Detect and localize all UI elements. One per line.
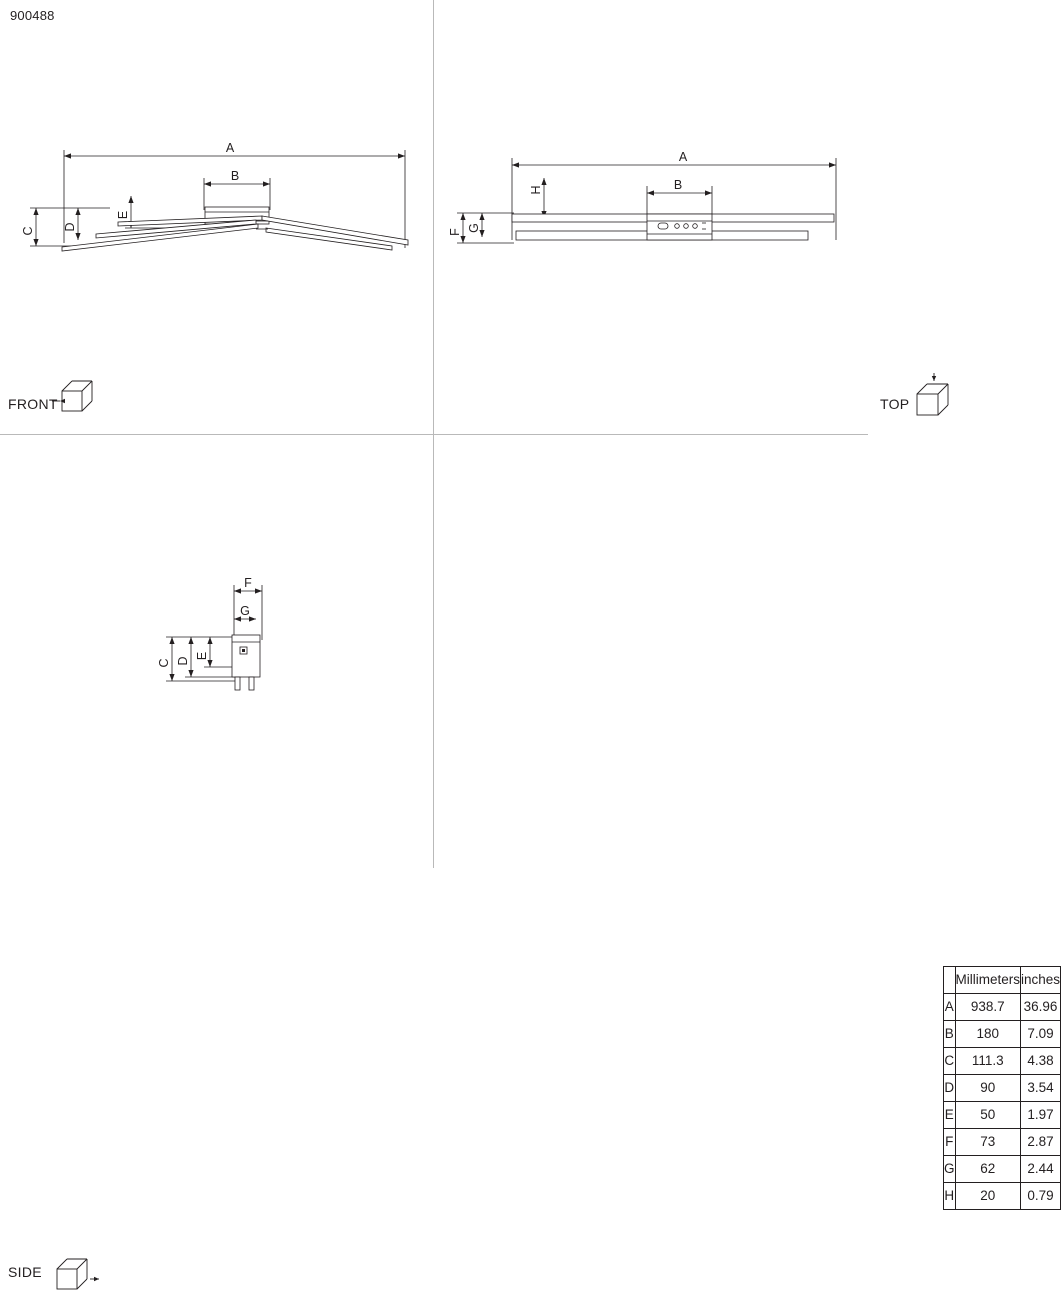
row-mm: 62 [955,1156,1021,1183]
row-mm: 90 [955,1075,1021,1102]
cube-top-icon [912,371,958,423]
front-dim-e-label: E [116,210,130,220]
row-mm: 73 [955,1129,1021,1156]
row-letter: B [944,1021,956,1048]
table-row [944,1129,1061,1156]
side-dim-f-label: F [244,576,252,590]
row-mm: 938.7 [955,994,1021,1021]
row-inches: 2.87 [1021,1129,1061,1156]
row-letter: C [944,1048,956,1075]
row-letter: F [944,1129,956,1156]
table-row [944,1102,1061,1129]
side-dim-c-label: C [157,658,171,668]
row-inches: 3.54 [1021,1075,1061,1102]
row-inches: 4.38 [1021,1048,1061,1075]
dimension-table [943,966,1061,1210]
row-mm: 20 [955,1183,1021,1210]
table-row [944,1075,1061,1102]
front-dim-d-label: D [63,222,77,232]
front-dim-a-label: A [225,141,235,155]
top-dim-a-label: A [678,150,688,164]
row-inches: 1.97 [1021,1102,1061,1129]
top-dim-h2-label: H [529,185,543,195]
top-view-quadrant [434,0,910,434]
side-dim-g-label: G [240,604,250,618]
row-letter: A [944,994,956,1021]
table-header-row [944,967,1061,994]
top-dim-g-label: G [467,223,481,233]
table-row [944,1048,1061,1075]
side-dim-d-label: D [176,656,190,666]
row-letter: G [944,1156,956,1183]
row-letter: H [944,1183,956,1210]
side-view-drawing [0,435,433,868]
front-dim-b-label: B [230,169,240,183]
row-letter: E [944,1102,956,1129]
row-inches: 0.79 [1021,1183,1061,1210]
row-mm: 180 [955,1021,1021,1048]
row-inches: 2.44 [1021,1156,1061,1183]
front-view-quadrant [0,0,433,434]
row-inches: 36.96 [1021,994,1061,1021]
side-dim-e-label: E [195,651,209,661]
row-letter: D [944,1075,956,1102]
dimension-table-quadrant [434,435,1061,1203]
cube-side-icon [52,1255,102,1297]
table-row [944,994,1061,1021]
part-number: 900488 [10,8,55,23]
row-inches: 7.09 [1021,1021,1061,1048]
table-header-blank [944,967,956,994]
top-dim-h-label: B [673,178,683,192]
table-row [944,1183,1061,1210]
side-view-label: SIDE [8,1264,42,1280]
row-mm: 111.3 [955,1048,1021,1075]
front-dim-c-label: C [21,226,35,236]
table-row [944,1021,1061,1048]
front-view-label: FRONT [8,396,58,412]
side-view-quadrant [0,435,433,1280]
front-view-drawing [0,0,433,434]
table-row [944,1156,1061,1183]
cube-front-icon [58,377,98,417]
row-mm: 50 [955,1102,1021,1129]
table-header-inches: inches [1021,967,1061,994]
top-view-drawing [434,0,868,434]
top-dim-f-label: F [448,228,462,236]
table-header-millimeters: Millimeters [955,967,1021,994]
top-view-label: TOP [880,396,910,412]
